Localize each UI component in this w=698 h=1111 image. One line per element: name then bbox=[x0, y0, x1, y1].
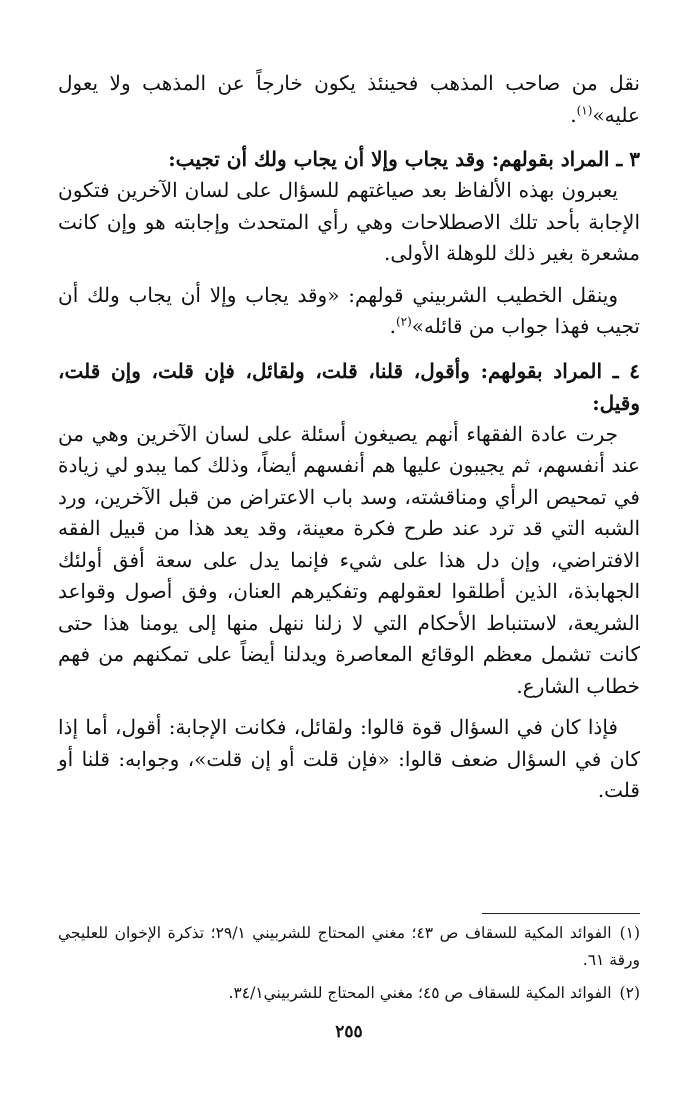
page-number: ٢٥٥ bbox=[335, 1022, 363, 1042]
section-3-paragraph-1: يعبرون بهذه الألفاظ بعد صياغتهم للسؤال على لسان الآخرين فتكون الإجابة بأحد تلك الاصطلاحات وهي رأي المتحدث وإجابته هو وإن كانت مشعرة بغير ذلك للوهلة الأولى. bbox=[58, 178, 640, 265]
section-4-paragraph-1: جرت عادة الفقهاء أنهم يصيغون أسئلة على لسان الآخرين وهي من عند أنفسهم، ثم يجيبون عليها هم أنفسهم أيضاً، وذلك كما يبدو لي زيادة في تمحيص الرأي ومناقشته، وسد باب الاعتراض من قبل الآخرين، ورد الشبه التي قد ترد عند طرح فكرة معينة، وقد يعد هذا من قبيل الفقه الافتراضي، وإن دل هذا على شيء فإنما يدل على سعة أفق أولئك الجهابذة، الذين أطلقوا لعقولهم وتفكيرهم العنان، وفق أصول وقواعد الشريعة، لاستنباط الأحكام التي لا زلنا ننهل منها إلى يومنا هذا حتى كانت تشمل معظم الوقائع المعاصرة ويدلنا أيضاً على تمكنهم من فهم خطاب الشارع. bbox=[58, 421, 640, 698]
footnote-separator bbox=[482, 913, 640, 914]
footnote-2-text: الفوائد المكية للسقاف ص ٤٥؛ مغني المحتاج للشربيني٣٤/١. bbox=[228, 984, 612, 1002]
section-3-paragraph-2 bbox=[58, 280, 640, 343]
footnote-ref-2[interactable]: (٢) bbox=[395, 314, 412, 329]
footnote-1 bbox=[58, 920, 640, 974]
section-4-heading: ٤ ـ المراد بقولهم: وأقول، قلنا، قلت، ولقائل، فإن قلت، وإن قلت، وقيل: bbox=[58, 358, 640, 415]
section-3-heading: ٣ ـ المراد بقولهم: وقد يجاب وإلا أن يجاب ولك أن تجيب: bbox=[168, 147, 640, 171]
footnote-1-text: الفوائد المكية للسقاف ص ٤٣؛ مغني المحتاج للشربيني ٢٩/١؛ تذكرة الإخوان للعليجي ورقة ٦١. bbox=[58, 924, 640, 969]
page-body bbox=[58, 68, 640, 807]
section-3-paragraph-2-text: وينقل الخطيب الشربيني قولهم: «وقد يجاب وإلا أن يجاب ولك أن تجيب فهذا جواب من قائله» bbox=[58, 282, 640, 338]
footnote-1-number: (١) bbox=[619, 924, 641, 942]
footnotes bbox=[58, 920, 640, 1013]
intro-paragraph bbox=[58, 68, 640, 131]
footnote-2 bbox=[58, 980, 640, 1007]
footnote-2-number: (٢) bbox=[619, 984, 640, 1002]
intro-end-punct: . bbox=[570, 102, 577, 127]
footnote-ref-1[interactable]: (١) bbox=[576, 102, 593, 117]
section-4-paragraph-2: فإذا كان في السؤال قوة قالوا: ولقائل، فكانت الإجابة: أقول، أما إذا كان في السؤال ضعف قالوا: «فإن قلت أو إن قلت»، وجوابه: قلنا أو قلت. bbox=[58, 715, 640, 802]
intro-text: نقل من صاحب المذهب فحينئذ يكون خارجاً عن المذهب ولا يعول عليه» bbox=[58, 71, 640, 127]
section-3-paragraph-2-end: . bbox=[389, 314, 396, 338]
